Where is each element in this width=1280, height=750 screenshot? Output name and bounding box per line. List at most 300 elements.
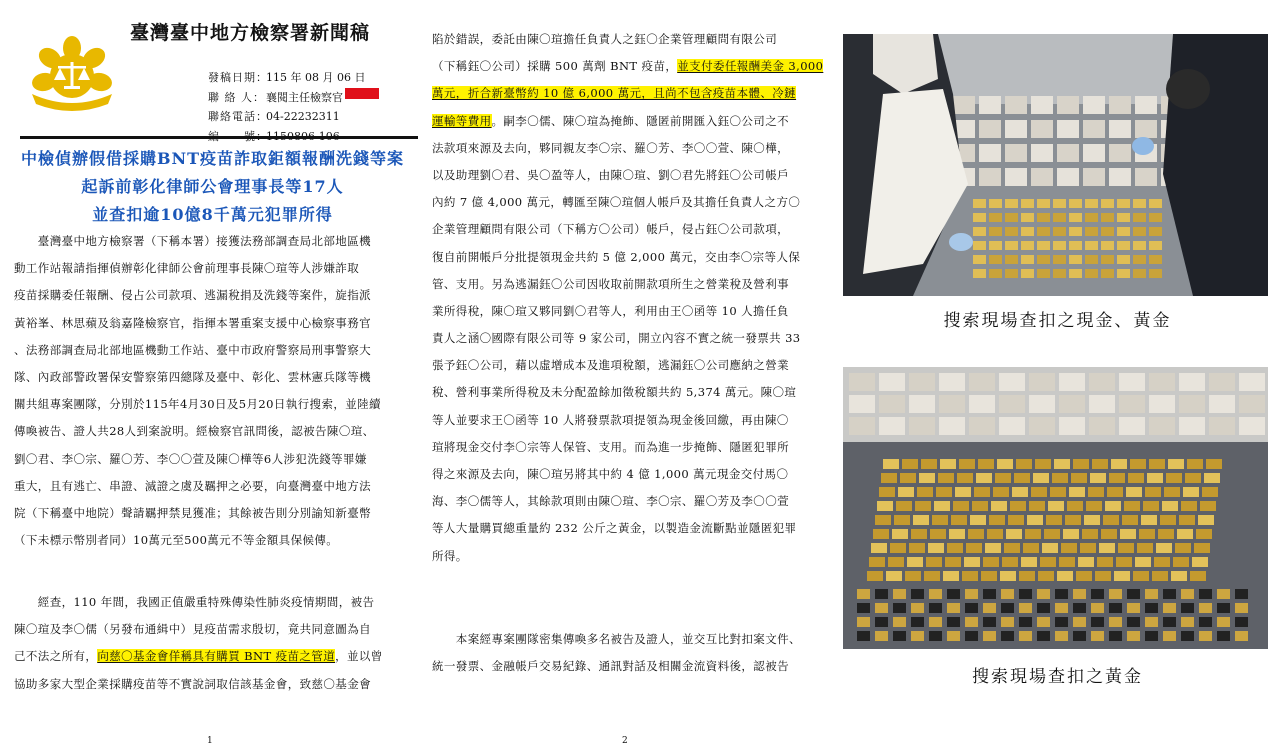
small-gold-bar: [1037, 631, 1050, 641]
small-gold-bar: [1145, 589, 1158, 599]
gold-bar: [1038, 571, 1054, 581]
gold-bar: [1069, 213, 1082, 222]
small-gold-bar: [1055, 603, 1068, 613]
small-gold-bar: [1199, 603, 1212, 613]
document-page-1: [0, 0, 425, 750]
gold-bar: [1133, 213, 1146, 222]
small-gold-bar: [1019, 603, 1032, 613]
gold-bar: [1021, 255, 1034, 264]
gold-bar: [985, 543, 1001, 553]
gold-bar: [1117, 269, 1130, 278]
gold-bar: [1085, 255, 1098, 264]
gold-bar: [989, 213, 1002, 222]
gold-bar: [1021, 557, 1037, 567]
gold-bar: [1194, 543, 1210, 553]
cash-stack: [1179, 373, 1205, 391]
gold-bar: [1057, 571, 1073, 581]
seized-cash-gold-photo: [843, 34, 1268, 296]
small-gold-bar: [911, 617, 924, 627]
text-segment: （下稱鈺〇公司）採購 500 萬劑 BNT 疫苗，: [432, 59, 678, 74]
gold-bar: [1135, 557, 1151, 567]
page2-paragraph-1: [432, 26, 823, 570]
gold-bar: [1114, 571, 1130, 581]
gold-bar: [1101, 199, 1114, 208]
small-gold-bar: [893, 617, 906, 627]
cash-stack: [1239, 395, 1265, 413]
small-gold-bar: [857, 603, 870, 613]
gold-bar: [1152, 571, 1168, 581]
text-segment: 。嗣李〇儒、陳〇瑄為掩飾、隱匿前開匯入鈺〇公司之不: [491, 113, 789, 128]
small-gold-bar: [983, 603, 996, 613]
gold-bar: [1053, 241, 1066, 250]
gold-bar: [1200, 501, 1216, 511]
small-gold-bar: [875, 617, 888, 627]
gold-bar: [1190, 571, 1206, 581]
gold-bar: [888, 557, 904, 567]
cash-stack: [879, 395, 905, 413]
cash-stack: [939, 417, 965, 435]
gold-bar: [1095, 571, 1111, 581]
gold-bar: [955, 487, 971, 497]
cash-stack: [1109, 96, 1131, 114]
gold-bar: [1130, 459, 1146, 469]
gold-bar: [1183, 487, 1199, 497]
gold-bar: [1202, 487, 1218, 497]
cash-stack: [1109, 144, 1131, 162]
gold-bar: [1085, 269, 1098, 278]
gold-bar: [1005, 255, 1018, 264]
gold-bar: [915, 501, 931, 511]
gold-bar: [1040, 557, 1056, 567]
gold-bar: [949, 529, 965, 539]
small-gold-bar: [1073, 631, 1086, 641]
gold-bar: [1076, 571, 1092, 581]
gold-bar: [1166, 473, 1182, 483]
cash-stack: [879, 417, 905, 435]
cash-stack: [1119, 395, 1145, 413]
small-gold-bar: [929, 603, 942, 613]
cash-stack: [1239, 417, 1265, 435]
body-line-highlighted: [14, 643, 383, 670]
body-line: 黃裕峯、林思蘋及翁嘉隆檢察官，指揮本署重案支援中心檢察事務官: [14, 315, 371, 330]
gold-bar: [1120, 529, 1136, 539]
small-gold-bar: [1055, 631, 1068, 641]
gold-bar: [970, 515, 986, 525]
cash-stack: [1135, 168, 1157, 186]
prosecutor-emblem-icon: [22, 34, 122, 114]
gold-bar: [1021, 227, 1034, 236]
small-gold-bar: [1091, 631, 1104, 641]
gold-bar: [1010, 501, 1026, 511]
cash-stack: [879, 373, 905, 391]
small-gold-bar: [1145, 631, 1158, 641]
small-gold-bar: [1037, 617, 1050, 627]
small-gold-bar: [1091, 589, 1104, 599]
gold-bar: [1023, 543, 1039, 553]
cash-stack: [1005, 120, 1027, 138]
small-gold-bar: [1109, 617, 1122, 627]
gold-bar: [879, 487, 895, 497]
gold-bar: [1103, 515, 1119, 525]
gold-bar: [968, 529, 984, 539]
gold-bar: [1160, 515, 1176, 525]
small-gold-bar: [1199, 617, 1212, 627]
page2-paragraph-1-rest: [432, 135, 823, 570]
small-gold-bar: [1217, 589, 1230, 599]
gold-bar: [1005, 213, 1018, 222]
small-gold-bar: [1235, 603, 1248, 613]
gold-bar: [1149, 213, 1162, 222]
gold-bar: [1133, 571, 1149, 581]
small-gold-bar: [1127, 589, 1140, 599]
gold-bar: [1053, 199, 1066, 208]
gold-bar: [1037, 213, 1050, 222]
small-gold-bar: [947, 631, 960, 641]
gold-bar: [905, 571, 921, 581]
cash-stack: [999, 373, 1025, 391]
cash-stack: [969, 395, 995, 413]
gold-bar: [1126, 487, 1142, 497]
gold-bar: [1052, 473, 1068, 483]
body-line: 企業管理顧問有限公司（下稱方〇公司）帳戶，侵占鈺〇公司款項，: [432, 222, 789, 237]
body-line: 等人大量購買總重量約 232 公斤之黃金，以製造金流斷點並隱匿犯罪: [432, 521, 797, 536]
gold-bar: [1149, 459, 1165, 469]
gold-bar: [1196, 529, 1212, 539]
small-gold-bar: [1217, 603, 1230, 613]
gold-bar: [1117, 227, 1130, 236]
small-gold-bar: [893, 589, 906, 599]
gold-bar: [989, 515, 1005, 525]
gold-bar: [934, 501, 950, 511]
gold-bar: [930, 529, 946, 539]
gold-bar: [1145, 487, 1161, 497]
cash-stack: [1005, 144, 1027, 162]
page-number: 1: [207, 736, 213, 746]
document-page-2: [425, 0, 835, 750]
small-gold-bar: [1091, 617, 1104, 627]
gold-bar: [869, 557, 885, 567]
gold-bar: [1198, 515, 1214, 525]
gold-bar: [1088, 487, 1104, 497]
gold-bar: [894, 515, 910, 525]
page1-paragraph-1: [14, 228, 381, 554]
gold-bar: [1101, 269, 1114, 278]
gold-bar: [909, 543, 925, 553]
gold-bar: [1000, 571, 1016, 581]
cash-stack: [1119, 373, 1145, 391]
gold-bar: [1128, 473, 1144, 483]
cash-stack: [969, 373, 995, 391]
gold-bar: [1042, 543, 1058, 553]
gold-bar: [1004, 543, 1020, 553]
cash-stack: [1059, 395, 1085, 413]
gold-bar: [976, 473, 992, 483]
gold-bar: [989, 199, 1002, 208]
cash-stack: [1135, 96, 1157, 114]
cash-stack: [1209, 373, 1235, 391]
phone-value: 04-22232311: [266, 110, 340, 123]
gold-bar: [1082, 529, 1098, 539]
small-gold-bar: [1163, 603, 1176, 613]
gold-bar: [1085, 227, 1098, 236]
gold-bar: [981, 571, 997, 581]
gold-bar: [1037, 269, 1050, 278]
cash-stack: [1059, 417, 1085, 435]
cash-stack: [1029, 417, 1055, 435]
body-line: 得之來源及去向，陳〇瑄另將其中約 4 億 1,000 萬元現金交付馬〇: [432, 467, 789, 481]
gold-bar: [1069, 255, 1082, 264]
body-line: 關共組專案團隊，分別於115年4月30日及5月20日執行搜索，並陸續: [14, 397, 381, 412]
gold-bar: [917, 487, 933, 497]
cash-stack: [849, 373, 875, 391]
headline-line-2: 起訴前彰化律師公會理事長等17人: [81, 177, 344, 196]
gold-bar: [1097, 557, 1113, 567]
small-gold-bar: [1127, 631, 1140, 641]
gold-bar: [940, 459, 956, 469]
cash-stack: [1029, 373, 1055, 391]
small-gold-bar: [1199, 589, 1212, 599]
gold-bar: [892, 529, 908, 539]
gold-bar: [1005, 241, 1018, 250]
gold-bar: [989, 255, 1002, 264]
photo-caption-1: 搜索現場查扣之現金、黃金: [943, 311, 1172, 331]
gold-bar: [1065, 515, 1081, 525]
cash-stack: [1089, 395, 1115, 413]
gold-bar: [1069, 269, 1082, 278]
gold-bar: [1204, 473, 1220, 483]
gold-bar: [1006, 529, 1022, 539]
cash-stack: [1057, 144, 1079, 162]
gold-bar: [1078, 557, 1094, 567]
small-gold-bar: [965, 631, 978, 641]
text-segment: 己不法之所有，: [14, 649, 98, 664]
cash-stack: [909, 373, 935, 391]
cash-stack: [939, 395, 965, 413]
cash-stack: [979, 96, 1001, 114]
body-line: 所得。: [432, 548, 468, 563]
body-line: （下未標示幣別者同）10萬元至500萬元不等金額具保候傳。: [14, 533, 339, 548]
gold-bar: [1014, 473, 1030, 483]
body-line: 劉〇君、李〇宗、羅〇芳、李〇〇萱及陳〇樺等6人涉犯洗錢等罪嫌: [14, 451, 367, 466]
gold-bar: [1111, 459, 1127, 469]
small-gold-bar: [1217, 631, 1230, 641]
cash-stack: [1031, 120, 1053, 138]
gold-bar: [1101, 255, 1114, 264]
gold-bar: [1141, 515, 1157, 525]
highlighted-text: 運輸等費用: [432, 113, 492, 128]
seized-gold-photo: [843, 367, 1268, 649]
gold-bar: [1021, 199, 1034, 208]
cash-stack: [1005, 96, 1027, 114]
gold-bar: [1187, 459, 1203, 469]
gold-bar: [877, 501, 893, 511]
gold-bar: [973, 269, 986, 278]
small-gold-bar: [947, 617, 960, 627]
gold-bar: [1122, 515, 1138, 525]
body-line-highlighted: [432, 108, 823, 135]
body-line: 重大，且有逃亡、串證、滅證之虞及羈押之必要，向臺灣臺中地方法: [14, 478, 371, 493]
gold-bar: [883, 459, 899, 469]
contact-row: [208, 88, 379, 108]
gold-bar: [995, 473, 1011, 483]
gold-bar: [1185, 473, 1201, 483]
gold-bar: [1071, 473, 1087, 483]
gold-bar: [1005, 269, 1018, 278]
cash-stack: [849, 395, 875, 413]
cash-stack: [1005, 168, 1027, 186]
small-gold-bar: [911, 631, 924, 641]
gold-bar: [902, 459, 918, 469]
cash-stack: [1031, 96, 1053, 114]
gold-bar: [1033, 473, 1049, 483]
cash-stack: [1083, 96, 1105, 114]
gold-bar: [1050, 487, 1066, 497]
gold-bar: [1037, 255, 1050, 264]
gold-bar: [890, 543, 906, 553]
meta-label: 聯絡電話：: [208, 110, 268, 123]
gold-bar: [898, 487, 914, 497]
cash-stack: [979, 120, 1001, 138]
gold-bar: [1099, 543, 1115, 553]
gold-bar: [1133, 199, 1146, 208]
gold-bar: [1090, 473, 1106, 483]
small-gold-bar: [1181, 589, 1194, 599]
cash-stack: [1109, 168, 1131, 186]
gold-bar: [1046, 515, 1062, 525]
agency-title: 臺灣臺中地方檢察署新聞稿: [130, 22, 371, 44]
gold-bar: [919, 473, 935, 483]
gold-bar: [1002, 557, 1018, 567]
document-page-photos: [835, 0, 1280, 750]
gold-bar: [1092, 459, 1108, 469]
highlighted-text: 並支付委任報酬美金 3,000: [677, 59, 824, 74]
gold-bar: [1086, 501, 1102, 511]
gold-bar: [989, 241, 1002, 250]
gold-bar: [881, 473, 897, 483]
gold-bar: [1137, 543, 1153, 553]
gold-bar: [900, 473, 916, 483]
gold-bar: [1149, 199, 1162, 208]
body-line: 海、李〇儒等人，其餘款項則由陳〇瑄、李〇宗、羅〇芳及李〇〇萱: [432, 494, 789, 509]
body-line: 瑄將現金交付李〇宗等人保管、支用。而為進一步掩飾、隱匿犯罪所: [432, 439, 789, 454]
small-gold-bar: [1055, 617, 1068, 627]
gold-bar: [1073, 459, 1089, 469]
gold-bar: [1168, 459, 1184, 469]
small-gold-bar: [875, 631, 888, 641]
body-line: 陷於錯誤，委託由陳〇瑄擔任負責人之鈺〇企業管理顧問有限公司: [432, 32, 778, 46]
cash-stack: [1059, 373, 1085, 391]
cash-stack: [1031, 144, 1053, 162]
gold-bar: [1117, 255, 1130, 264]
gold-bar: [993, 487, 1009, 497]
highlighted-text: 向慈〇基金會佯稱具有購買 BNT 疫苗之管道: [97, 649, 336, 664]
small-gold-bar: [875, 603, 888, 613]
small-gold-bar: [1145, 603, 1158, 613]
gold-bar: [932, 515, 948, 525]
gold-bar: [1164, 487, 1180, 497]
gold-bar: [1021, 269, 1034, 278]
gold-bar: [1143, 501, 1159, 511]
gold-bar: [973, 199, 986, 208]
gold-bar: [972, 501, 988, 511]
body-line-highlighted: [432, 53, 823, 80]
gold-bar: [973, 227, 986, 236]
gold-bar: [1069, 199, 1082, 208]
body-line: 以及助理劉〇君、吳〇盈等人，由陳〇瑄、劉〇君先將鈺〇公司帳戶: [432, 167, 789, 182]
gold-bar: [1139, 529, 1155, 539]
gold-bar: [1177, 529, 1193, 539]
small-gold-bar: [1019, 617, 1032, 627]
cash-stack: [1083, 168, 1105, 186]
page1-paragraph-2: [14, 589, 383, 698]
small-gold-bar: [857, 589, 870, 599]
gold-bar: [1173, 557, 1189, 567]
small-gold-bar: [1091, 603, 1104, 613]
gold-bar: [1067, 501, 1083, 511]
gold-bar: [989, 269, 1002, 278]
gold-bar: [1175, 543, 1191, 553]
gold-bar: [1147, 473, 1163, 483]
small-gold-bar: [1019, 589, 1032, 599]
cash-stack: [1119, 417, 1145, 435]
gold-bar: [1035, 459, 1051, 469]
body-line: 協助多家大型企業採購疫苗等不實說詞取信該基金會，致慈〇基金會: [14, 676, 371, 691]
small-gold-bar: [983, 631, 996, 641]
gold-bar: [1118, 543, 1134, 553]
gold-bar: [973, 255, 986, 264]
small-gold-bar: [965, 603, 978, 613]
gold-bar: [1101, 227, 1114, 236]
gold-bar: [1031, 487, 1047, 497]
small-gold-bar: [1109, 603, 1122, 613]
cash-stack: [1057, 168, 1079, 186]
gold-bar: [1149, 241, 1162, 250]
gold-bar: [962, 571, 978, 581]
small-gold-bar: [1181, 631, 1194, 641]
gold-bar: [991, 501, 1007, 511]
meta-label: 發稿日期：: [208, 71, 268, 84]
gold-bar: [1037, 241, 1050, 250]
small-gold-bar: [929, 631, 942, 641]
cash-stack: [1089, 417, 1115, 435]
cash-stack: [1089, 373, 1115, 391]
gold-bar: [1021, 213, 1034, 222]
gold-bar: [1061, 543, 1077, 553]
gold-bar: [921, 459, 937, 469]
cash-stack: [1083, 144, 1105, 162]
gold-bar: [1069, 241, 1082, 250]
gold-bar: [913, 515, 929, 525]
gold-bar: [1080, 543, 1096, 553]
page2-paragraph-2: [432, 626, 801, 680]
gold-bar: [1048, 501, 1064, 511]
small-gold-bar: [857, 617, 870, 627]
cash-stack: [1149, 417, 1175, 435]
cash-stack: [999, 417, 1025, 435]
cash-stack: [1209, 395, 1235, 413]
redaction-block: [345, 88, 379, 99]
small-gold-bar: [1235, 589, 1248, 599]
small-gold-bar: [947, 603, 960, 613]
cash-stack: [953, 96, 975, 114]
small-gold-bar: [911, 603, 924, 613]
gold-bar: [973, 241, 986, 250]
gold-bar: [911, 529, 927, 539]
gold-bar: [1101, 241, 1114, 250]
gold-bar: [1069, 487, 1085, 497]
gold-bar: [1133, 241, 1146, 250]
gold-bar: [973, 213, 986, 222]
